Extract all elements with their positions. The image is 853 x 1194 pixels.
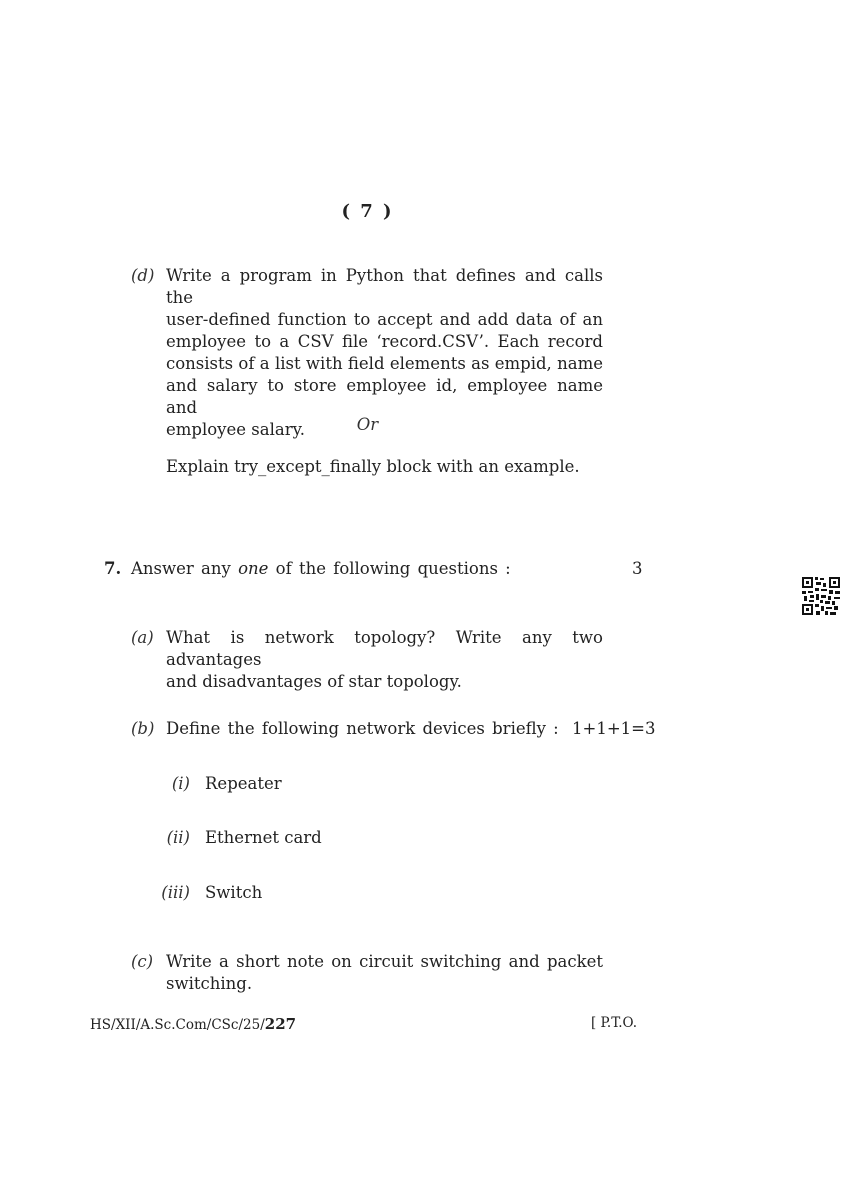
- q7b-item-label: (iii): [161, 883, 190, 902]
- qr-code: [801, 576, 841, 616]
- q7b-text: Define the following network devices briefly :: [166, 719, 559, 738]
- q7c-line: switching.: [166, 974, 253, 993]
- q6d-line: user-defined function to accept and add data of an: [166, 310, 603, 329]
- q7b-item-text: Repeater: [205, 774, 282, 793]
- footer-code-prefix: HS/XII/A.Sc.Com/CSc/25/: [90, 1017, 265, 1033]
- q7c-text: [166, 951, 603, 995]
- pto-marker: [ P.T.O.: [591, 1015, 638, 1031]
- or-separator: Or: [356, 415, 379, 434]
- q6d-line: employee to a CSV file ‘record.CSV’. Each record: [166, 332, 603, 351]
- q7a-line: and disadvantages of star topology.: [166, 672, 462, 691]
- q7b-item-text: Ethernet card: [205, 828, 322, 847]
- q7b-item-label: (ii): [166, 828, 190, 847]
- q7-marks: 3: [632, 559, 643, 578]
- page-number: ( 7 ): [341, 201, 394, 222]
- q6d-line: Write a program in Python that defines and calls the: [166, 266, 603, 307]
- q6d-line: consists of a list with field elements as empid, name: [166, 354, 603, 373]
- footer-code-number: 227: [264, 1015, 297, 1033]
- footer-code: [90, 1015, 296, 1033]
- q7-text-before: Answer any: [131, 559, 231, 578]
- q7b-item-text: Switch: [205, 883, 263, 902]
- q7-instruction: [131, 558, 511, 580]
- q7a-text: [166, 627, 603, 693]
- q7a-line: What is network topology? Write any two advantages: [166, 628, 603, 669]
- q6d-alternative: Explain try_except_finally block with an example.: [166, 457, 580, 476]
- q7-number: 7.: [104, 559, 122, 578]
- q7c-label: (c): [131, 952, 154, 971]
- q7a-label: (a): [131, 628, 154, 647]
- q7-emphasis: one: [238, 559, 269, 578]
- q6d-line: employee salary.: [166, 420, 305, 439]
- q7b-item-label: (i): [171, 774, 190, 793]
- q6d-line: and salary to store employee id, employee name and: [166, 376, 603, 417]
- q7c-line: Write a short note on circuit switching and packet: [166, 952, 603, 971]
- q7b-label: (b): [131, 719, 155, 738]
- q7-text-after: of the following questions :: [275, 559, 511, 578]
- q7b-marks: 1+1+1=3: [572, 719, 656, 738]
- q6d-label: (d): [131, 266, 155, 285]
